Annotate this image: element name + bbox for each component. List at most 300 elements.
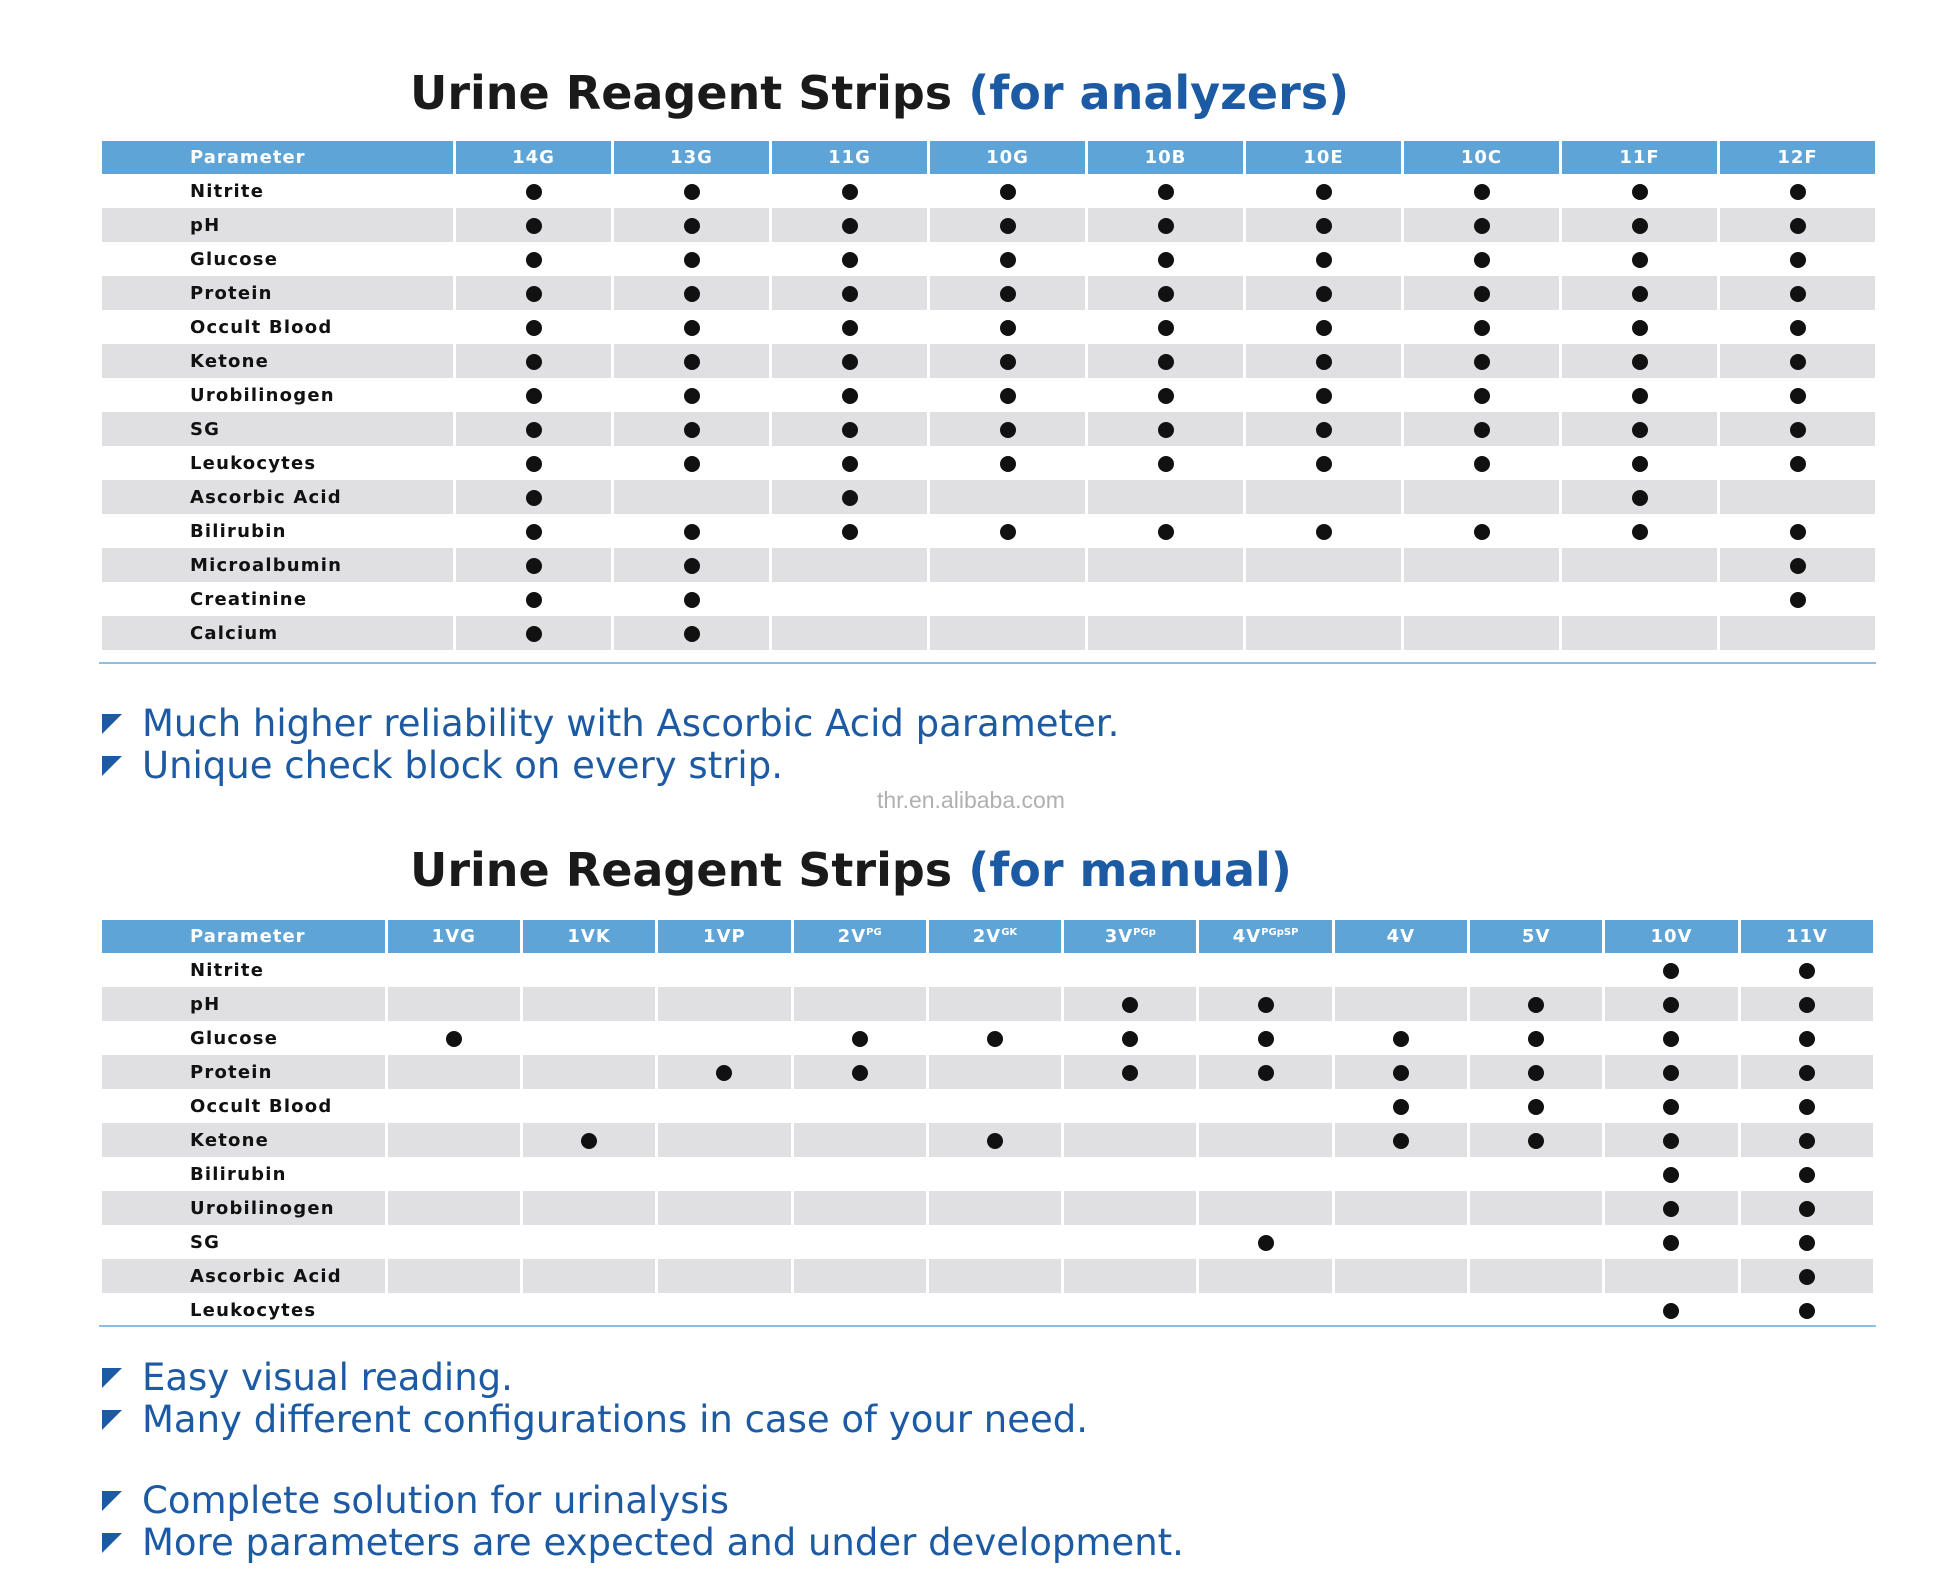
analyzers-title-main: Urine Reagent Strips xyxy=(410,66,953,120)
table-cell xyxy=(1088,208,1243,242)
table-cell xyxy=(456,446,611,480)
table-cell xyxy=(1246,446,1401,480)
column-header xyxy=(1470,920,1602,953)
included-dot-icon xyxy=(1663,1235,1679,1251)
table-cell xyxy=(1605,1259,1737,1293)
included-dot-icon xyxy=(1528,1133,1544,1149)
table-cell xyxy=(456,548,611,582)
included-dot-icon xyxy=(1158,252,1174,268)
parameter-label: Occult Blood xyxy=(102,310,453,344)
table-cell xyxy=(1335,1123,1467,1157)
included-dot-icon xyxy=(1474,286,1490,302)
table-cell xyxy=(658,1293,790,1327)
manual-title-main: Urine Reagent Strips xyxy=(410,843,953,897)
parameter-label: pH xyxy=(102,208,453,242)
parameter-label: Creatinine xyxy=(102,582,453,616)
table-cell xyxy=(929,1021,1061,1055)
table-cell xyxy=(930,242,1085,276)
table-cell xyxy=(523,953,655,987)
table-cell xyxy=(930,174,1085,208)
table-cell xyxy=(1088,344,1243,378)
included-dot-icon xyxy=(684,456,700,472)
table-cell xyxy=(930,276,1085,310)
table-cell xyxy=(929,1293,1061,1327)
table-cell xyxy=(1335,1157,1467,1191)
bullet-text: Easy visual reading. xyxy=(142,1356,513,1399)
table-cell xyxy=(388,1191,520,1225)
included-dot-icon xyxy=(1790,388,1806,404)
table-cell xyxy=(1605,953,1737,987)
included-dot-icon xyxy=(1393,1099,1409,1115)
table-cell xyxy=(1470,1191,1602,1225)
table-row xyxy=(102,276,1875,310)
table-cell xyxy=(1199,1191,1331,1225)
table-cell xyxy=(1246,514,1401,548)
included-dot-icon xyxy=(842,388,858,404)
table-cell xyxy=(1470,1055,1602,1089)
table-cell xyxy=(772,344,927,378)
table-cell xyxy=(614,344,769,378)
parameter-label: Bilirubin xyxy=(102,1157,385,1191)
table-row xyxy=(102,1089,1873,1123)
included-dot-icon xyxy=(1790,252,1806,268)
column-header: 10E xyxy=(1246,141,1401,174)
included-dot-icon xyxy=(684,218,700,234)
included-dot-icon xyxy=(1000,218,1016,234)
table-cell xyxy=(1199,987,1331,1021)
included-dot-icon xyxy=(526,252,542,268)
table-cell xyxy=(1088,242,1243,276)
included-dot-icon xyxy=(1799,1031,1815,1047)
table-cell xyxy=(658,1191,790,1225)
table-cell xyxy=(658,987,790,1021)
table-cell xyxy=(1246,582,1401,616)
included-dot-icon xyxy=(1158,422,1174,438)
included-dot-icon xyxy=(684,592,700,608)
table-cell xyxy=(1404,412,1559,446)
table-cell xyxy=(1470,953,1602,987)
bullet-text: Unique check block on every strip. xyxy=(142,744,783,787)
table-cell xyxy=(1064,1123,1196,1157)
column-header-superscript: GK xyxy=(1001,927,1018,938)
table-cell xyxy=(1741,1259,1873,1293)
included-dot-icon xyxy=(1663,1303,1679,1319)
table-cell xyxy=(930,344,1085,378)
table-cell xyxy=(929,1157,1061,1191)
table-cell xyxy=(1404,548,1559,582)
parameter-label: Bilirubin xyxy=(102,514,453,548)
column-header xyxy=(1064,920,1196,953)
table-cell xyxy=(1199,1225,1331,1259)
table-cell xyxy=(772,582,927,616)
included-dot-icon xyxy=(1474,218,1490,234)
table-cell xyxy=(1199,1055,1331,1089)
table-cell xyxy=(794,1157,926,1191)
bullet-item xyxy=(100,1480,1184,1522)
included-dot-icon xyxy=(684,354,700,370)
analyzers-bullet-list xyxy=(100,703,1119,787)
included-dot-icon xyxy=(1632,490,1648,506)
table-cell xyxy=(1562,616,1717,650)
table-cell xyxy=(658,1225,790,1259)
column-header: 10B xyxy=(1088,141,1243,174)
included-dot-icon xyxy=(1000,354,1016,370)
table-cell xyxy=(1562,242,1717,276)
included-dot-icon xyxy=(1799,1099,1815,1115)
included-dot-icon xyxy=(842,286,858,302)
table-cell xyxy=(1470,1259,1602,1293)
included-dot-icon xyxy=(684,524,700,540)
table-cell xyxy=(772,446,927,480)
column-header-base: 5V xyxy=(1521,926,1551,947)
included-dot-icon xyxy=(1158,524,1174,540)
table-cell xyxy=(1404,310,1559,344)
included-dot-icon xyxy=(1474,524,1490,540)
table-cell xyxy=(772,480,927,514)
table-cell xyxy=(658,953,790,987)
table-cell xyxy=(1246,276,1401,310)
table-cell xyxy=(772,310,927,344)
table-cell xyxy=(1720,310,1875,344)
table-cell xyxy=(1741,1089,1873,1123)
included-dot-icon xyxy=(1799,1303,1815,1319)
table-row xyxy=(102,480,1875,514)
included-dot-icon xyxy=(1158,184,1174,200)
included-dot-icon xyxy=(1790,354,1806,370)
included-dot-icon xyxy=(526,456,542,472)
table-cell xyxy=(388,1293,520,1327)
column-header-superscript: PGp xyxy=(1133,927,1156,938)
included-dot-icon xyxy=(1790,456,1806,472)
table-row xyxy=(102,1259,1873,1293)
table-cell xyxy=(1088,446,1243,480)
included-dot-icon xyxy=(1122,997,1138,1013)
included-dot-icon xyxy=(842,320,858,336)
table-cell xyxy=(658,1157,790,1191)
included-dot-icon xyxy=(842,184,858,200)
parameter-label: Calcium xyxy=(102,616,453,650)
parameter-label: SG xyxy=(102,412,453,446)
table-cell xyxy=(930,616,1085,650)
table-cell xyxy=(456,344,611,378)
included-dot-icon xyxy=(1663,997,1679,1013)
table-cell xyxy=(1720,616,1875,650)
table-cell xyxy=(523,987,655,1021)
closing-bullet-list xyxy=(100,1480,1184,1564)
table-cell xyxy=(1404,514,1559,548)
table-cell xyxy=(1741,987,1873,1021)
table-cell xyxy=(614,174,769,208)
table-cell xyxy=(1404,208,1559,242)
analyzers-title-accent: (for analyzers) xyxy=(968,66,1350,120)
table-row xyxy=(102,174,1875,208)
table-cell xyxy=(388,1055,520,1089)
table-cell xyxy=(1562,548,1717,582)
table-cell xyxy=(1741,1191,1873,1225)
column-header: 14G xyxy=(456,141,611,174)
table-cell xyxy=(794,1055,926,1089)
parameter-label: Urobilinogen xyxy=(102,1191,385,1225)
included-dot-icon xyxy=(1663,1099,1679,1115)
table-cell xyxy=(1335,987,1467,1021)
included-dot-icon xyxy=(1393,1133,1409,1149)
table-cell xyxy=(614,548,769,582)
table-cell xyxy=(772,276,927,310)
table-row xyxy=(102,446,1875,480)
bullet-item xyxy=(100,703,1119,745)
table-cell xyxy=(794,987,926,1021)
included-dot-icon xyxy=(1258,997,1274,1013)
table-cell xyxy=(1088,514,1243,548)
included-dot-icon xyxy=(684,626,700,642)
table-cell xyxy=(1246,242,1401,276)
column-header: 11G xyxy=(772,141,927,174)
included-dot-icon xyxy=(1316,218,1332,234)
table-cell xyxy=(614,208,769,242)
table-cell xyxy=(1605,987,1737,1021)
table-cell xyxy=(1720,548,1875,582)
included-dot-icon xyxy=(526,388,542,404)
table-cell xyxy=(1088,174,1243,208)
parameter-label: Ascorbic Acid xyxy=(102,480,453,514)
table-cell xyxy=(523,1157,655,1191)
included-dot-icon xyxy=(1316,184,1332,200)
included-dot-icon xyxy=(1799,997,1815,1013)
included-dot-icon xyxy=(1663,1133,1679,1149)
included-dot-icon xyxy=(1632,422,1648,438)
table-cell xyxy=(1199,953,1331,987)
triangle-bullet-icon xyxy=(102,1491,122,1511)
table-cell xyxy=(1562,208,1717,242)
table-cell xyxy=(523,1225,655,1259)
bullet-text: Many different configurations in case of your need. xyxy=(142,1398,1088,1441)
table-cell xyxy=(614,446,769,480)
table-cell xyxy=(772,174,927,208)
triangle-bullet-icon xyxy=(102,756,122,776)
included-dot-icon xyxy=(1474,252,1490,268)
table-cell xyxy=(1562,276,1717,310)
table-cell xyxy=(456,276,611,310)
included-dot-icon xyxy=(716,1065,732,1081)
table-cell xyxy=(1470,1021,1602,1055)
table-cell xyxy=(1404,174,1559,208)
table-cell xyxy=(1246,378,1401,412)
included-dot-icon xyxy=(842,422,858,438)
table-cell xyxy=(930,412,1085,446)
column-header: 13G xyxy=(614,141,769,174)
analyzers-table xyxy=(99,141,1878,650)
parameter-label: Nitrite xyxy=(102,953,385,987)
included-dot-icon xyxy=(987,1133,1003,1149)
included-dot-icon xyxy=(852,1031,868,1047)
analyzers-divider xyxy=(99,662,1876,664)
included-dot-icon xyxy=(1632,320,1648,336)
table-cell xyxy=(1470,987,1602,1021)
table-cell xyxy=(658,1021,790,1055)
table-cell xyxy=(388,1089,520,1123)
table-cell xyxy=(1088,548,1243,582)
table-cell xyxy=(794,1225,926,1259)
table-cell xyxy=(1741,1123,1873,1157)
included-dot-icon xyxy=(1799,1269,1815,1285)
manual-title-accent: (for manual) xyxy=(968,843,1292,897)
table-cell xyxy=(1064,1293,1196,1327)
table-cell xyxy=(930,310,1085,344)
included-dot-icon xyxy=(1000,320,1016,336)
table-cell xyxy=(614,310,769,344)
table-cell xyxy=(1335,953,1467,987)
included-dot-icon xyxy=(684,286,700,302)
table-row xyxy=(102,1293,1873,1327)
column-header-parameter: Parameter xyxy=(102,920,385,953)
table-cell xyxy=(523,1293,655,1327)
table-cell xyxy=(1562,582,1717,616)
included-dot-icon xyxy=(1122,1031,1138,1047)
table-row xyxy=(102,412,1875,446)
table-cell xyxy=(1199,1021,1331,1055)
column-header xyxy=(658,920,790,953)
table-cell xyxy=(1088,276,1243,310)
included-dot-icon xyxy=(1316,388,1332,404)
table-cell xyxy=(1720,174,1875,208)
included-dot-icon xyxy=(1474,388,1490,404)
table-cell xyxy=(1335,1293,1467,1327)
table-cell xyxy=(772,378,927,412)
table-cell xyxy=(1741,1021,1873,1055)
table-row xyxy=(102,344,1875,378)
table-cell xyxy=(1741,1055,1873,1089)
watermark: thr.en.alibaba.com xyxy=(877,787,1065,813)
column-header xyxy=(1605,920,1737,953)
table-cell xyxy=(456,616,611,650)
table-row xyxy=(102,1225,1873,1259)
table-cell xyxy=(772,514,927,548)
column-header-base: 4V xyxy=(1386,926,1416,947)
parameter-label: SG xyxy=(102,1225,385,1259)
column-header-base: 10V xyxy=(1650,926,1693,947)
table-cell xyxy=(1470,1123,1602,1157)
included-dot-icon xyxy=(1000,286,1016,302)
column-header-base: 4V xyxy=(1232,926,1262,947)
included-dot-icon xyxy=(526,592,542,608)
table-cell xyxy=(1741,1225,1873,1259)
included-dot-icon xyxy=(1474,184,1490,200)
parameter-label: Ascorbic Acid xyxy=(102,1259,385,1293)
column-header-base: 11V xyxy=(1785,926,1828,947)
table-cell xyxy=(1199,1157,1331,1191)
table-cell xyxy=(1605,1225,1737,1259)
column-header xyxy=(929,920,1061,953)
table-cell xyxy=(456,242,611,276)
table-cell xyxy=(1088,480,1243,514)
table-cell xyxy=(930,378,1085,412)
included-dot-icon xyxy=(1158,354,1174,370)
table-cell xyxy=(1741,1293,1873,1327)
table-cell xyxy=(1246,310,1401,344)
table-cell xyxy=(1605,1123,1737,1157)
table-cell xyxy=(658,1089,790,1123)
parameter-label: Urobilinogen xyxy=(102,378,453,412)
included-dot-icon xyxy=(1663,1167,1679,1183)
included-dot-icon xyxy=(1663,963,1679,979)
included-dot-icon xyxy=(684,558,700,574)
table-cell xyxy=(456,480,611,514)
included-dot-icon xyxy=(526,490,542,506)
table-cell xyxy=(1404,616,1559,650)
included-dot-icon xyxy=(684,388,700,404)
included-dot-icon xyxy=(1799,1167,1815,1183)
table-cell xyxy=(614,514,769,548)
included-dot-icon xyxy=(1799,1065,1815,1081)
column-header: 12F xyxy=(1720,141,1875,174)
table-cell xyxy=(930,514,1085,548)
parameter-label: Glucose xyxy=(102,242,453,276)
table-cell xyxy=(1741,1157,1873,1191)
table-cell xyxy=(1199,1293,1331,1327)
table-cell xyxy=(1605,1055,1737,1089)
column-header-base: 1VP xyxy=(703,926,746,947)
table-cell xyxy=(794,1191,926,1225)
included-dot-icon xyxy=(1790,286,1806,302)
manual-table xyxy=(99,920,1876,1327)
table-cell xyxy=(658,1123,790,1157)
included-dot-icon xyxy=(1528,1099,1544,1115)
table-row xyxy=(102,953,1873,987)
table-cell xyxy=(1404,378,1559,412)
table-cell xyxy=(930,582,1085,616)
table-cell xyxy=(1720,378,1875,412)
table-row xyxy=(102,548,1875,582)
parameter-label: Protein xyxy=(102,276,453,310)
table-row xyxy=(102,987,1873,1021)
included-dot-icon xyxy=(1663,1065,1679,1081)
table-cell xyxy=(614,242,769,276)
included-dot-icon xyxy=(1316,286,1332,302)
table-cell xyxy=(388,1157,520,1191)
table-cell xyxy=(1562,446,1717,480)
included-dot-icon xyxy=(581,1133,597,1149)
triangle-bullet-icon xyxy=(102,1410,122,1430)
table-cell xyxy=(1404,344,1559,378)
table-cell xyxy=(1199,1089,1331,1123)
table-row xyxy=(102,1157,1873,1191)
included-dot-icon xyxy=(842,252,858,268)
table-cell xyxy=(1064,987,1196,1021)
table-cell xyxy=(1246,616,1401,650)
included-dot-icon xyxy=(1663,1031,1679,1047)
table-cell xyxy=(772,208,927,242)
table-cell xyxy=(1470,1157,1602,1191)
bullet-item xyxy=(100,1357,1088,1399)
parameter-label: Protein xyxy=(102,1055,385,1089)
table-cell xyxy=(1335,1259,1467,1293)
table-cell xyxy=(1404,480,1559,514)
table-cell xyxy=(1088,378,1243,412)
included-dot-icon xyxy=(1790,218,1806,234)
included-dot-icon xyxy=(1474,354,1490,370)
triangle-bullet-icon xyxy=(102,1533,122,1553)
table-cell xyxy=(614,276,769,310)
table-cell xyxy=(1199,1259,1331,1293)
table-cell xyxy=(1335,1021,1467,1055)
included-dot-icon xyxy=(1474,422,1490,438)
included-dot-icon xyxy=(1799,963,1815,979)
table-cell xyxy=(1605,1293,1737,1327)
table-cell xyxy=(930,208,1085,242)
column-header: 11F xyxy=(1562,141,1717,174)
bullet-item xyxy=(100,745,1119,787)
included-dot-icon xyxy=(842,524,858,540)
